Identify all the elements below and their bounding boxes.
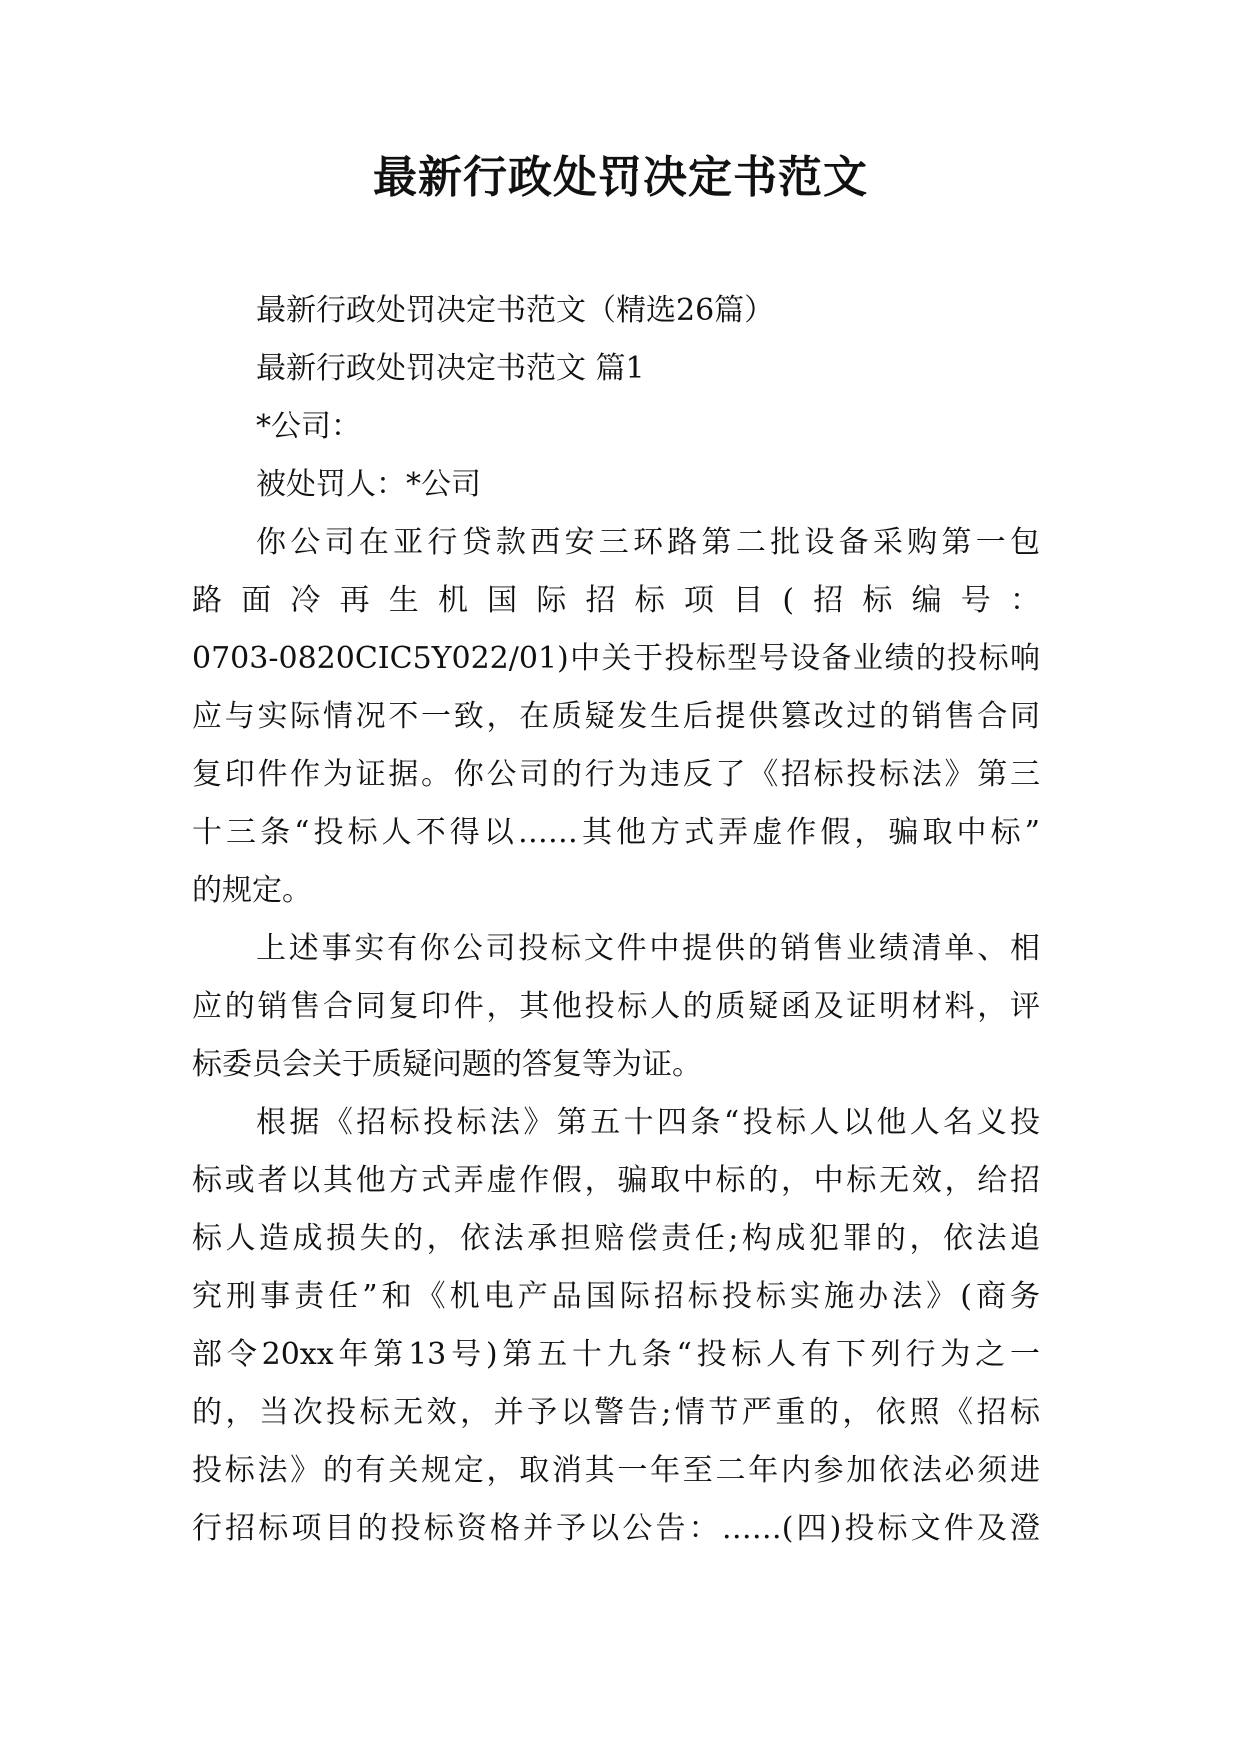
- paragraph-line: 路面冷再生机国际招标项目(招标编号：: [192, 583, 1040, 618]
- paragraph-line: 的，当次投标无效，并予以警告;情节严重的，依照《招标: [192, 1395, 1040, 1430]
- paragraph-line: 应的销售合同复印件，其他投标人的质疑函及证明材料，评: [192, 989, 1040, 1024]
- paragraph-line: 究刑事责任”和《机电产品国际招标投标实施办法》(商务: [192, 1279, 1040, 1314]
- section-heading: 最新行政处罚决定书范文 篇1: [256, 351, 645, 386]
- paragraph-line: 上述事实有你公司投标文件中提供的销售业绩清单、相: [256, 931, 1040, 966]
- paragraph-line: 标或者以其他方式弄虚作假，骗取中标的，中标无效，给招: [192, 1163, 1040, 1198]
- paragraph-line: 应与实际情况不一致，在质疑发生后提供篡改过的销售合同: [192, 699, 1040, 734]
- paragraph-line: 标委员会关于质疑问题的答复等为证。: [192, 1047, 702, 1082]
- penalized-party-line: 被处罚人：*公司: [256, 467, 481, 502]
- paragraph-line: 复印件作为证据。你公司的行为违反了《招标投标法》第三: [192, 757, 1040, 792]
- paragraph-line: 0703-0820CIC5Y022/01)中关于投标型号设备业绩的投标响: [192, 641, 1040, 676]
- addressee-line: *公司：: [256, 409, 361, 444]
- paragraph-line: 你公司在亚行贷款西安三环路第二批设备采购第一包: [256, 525, 1040, 560]
- paragraph-line: 部令20xx年第13号)第五十九条“投标人有下列行为之一: [192, 1337, 1040, 1372]
- paragraph-line: 行招标项目的投标资格并予以公告：……(四)投标文件及澄: [192, 1511, 1040, 1546]
- document-body: [192, 282, 1040, 1558]
- paragraph-line: 的规定。: [192, 873, 312, 908]
- paragraph-line: 根据《招标投标法》第五十四条“投标人以他人名义投: [256, 1105, 1040, 1140]
- paragraph-line: 投标法》的有关规定，取消其一年至二年内参加依法必须进: [192, 1453, 1040, 1488]
- subtitle-line: 最新行政处罚决定书范文（精选26篇）: [256, 293, 775, 328]
- paragraph-line: 标人造成损失的，依法承担赔偿责任;构成犯罪的，依法追: [192, 1221, 1040, 1256]
- page-title: 最新行政处罚决定书范文: [373, 152, 868, 203]
- paragraph-line: 十三条“投标人不得以……其他方式弄虚作假，骗取中标”: [192, 815, 1040, 850]
